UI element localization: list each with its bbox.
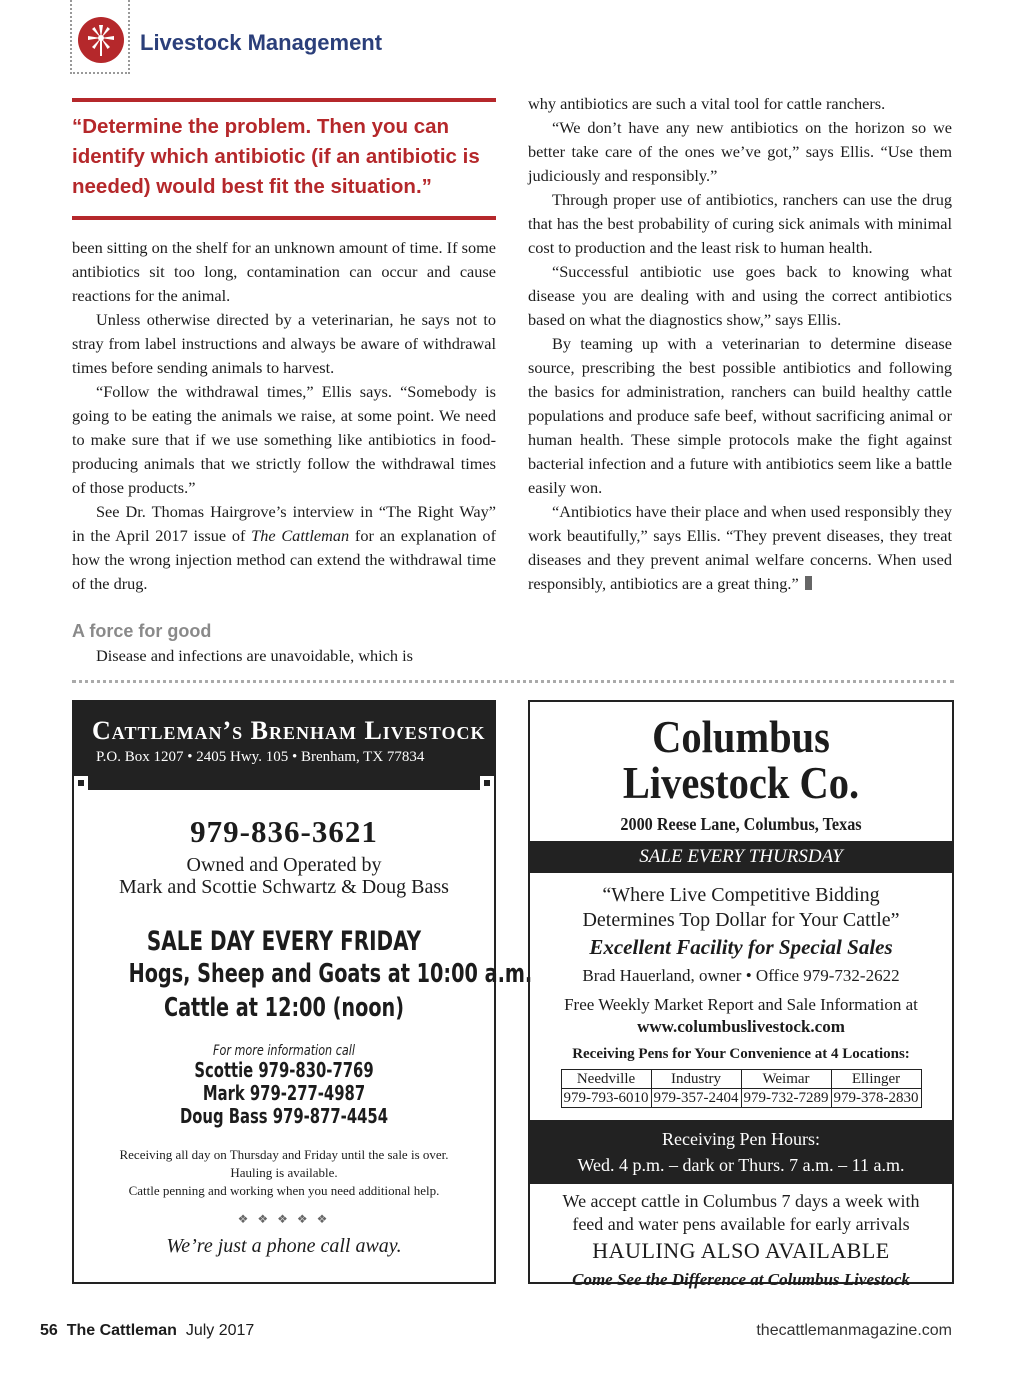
pens-name-row (561, 1070, 921, 1089)
pen-phone: 979-357-2404 (651, 1089, 741, 1108)
paragraph: Disease and infections are unavoidable, which is (96, 646, 413, 665)
ad-address: P.O. Box 1207 • 2405 Hwy. 105 • Brenham, TX 77834 (96, 749, 425, 765)
ad-brenham-livestock (72, 700, 533, 1284)
ad-columbus-livestock (528, 700, 954, 1289)
report-line: Free Weekly Market Report and Sale Information at (564, 995, 918, 1014)
paragraph: Unless otherwise directed by a veterinarian, he says not to stray from label instructions and always be aware of withdrawal times before sending animals to harvest. (72, 310, 496, 377)
accept-line: feed and water pens available for early arrivals (572, 1214, 910, 1234)
come-see-line: Come See the Difference at Columbus Livestock (572, 1270, 910, 1289)
sale-time-hogs: Hogs, Sheep and Goats at 10:00 a.m. (128, 959, 533, 989)
paragraph: Through proper use of antibiotics, ranchers can use the drug that has the best probability of curing sick animals with minimal cost to production and the least risk to human health. (528, 190, 952, 257)
paragraph: been sitting on the shelf for an unknown amount of time. If some antibiotics sit too long, contamination can occur and cause reactions for the animal. (72, 238, 496, 305)
pens-table (561, 1069, 922, 1108)
accept-line: We accept cattle in Columbus 7 days a week with (562, 1191, 920, 1211)
paragraph-text: for an explanation of how the wrong injection method can extend the withdrawal time of the drug. (72, 526, 496, 593)
windmill-icon (78, 17, 124, 63)
corner-ornament (480, 776, 494, 790)
paragraph-text: See Dr. Thomas Hairgrove’s interview in “The Right Way” in the April 2017 issue of (72, 502, 496, 545)
ad-quote (530, 883, 952, 933)
end-mark-icon (805, 576, 812, 590)
paragraph: why antibiotics are such a vital tool for cattle ranchers. (528, 94, 886, 113)
sale-day-bar: SALE EVERY THURSDAY (530, 841, 952, 873)
paragraph (72, 500, 496, 596)
pullquote-top-rule (72, 98, 496, 102)
receiving-line: Receiving all day on Thursday and Friday until the sale is over. (119, 1147, 449, 1162)
corner-ornament (74, 776, 88, 790)
paragraph: “Successful antibiotic use goes back to knowing what disease you are dealing with and using the correct antibiotics based on what the diagnostics show,” says Ellis. (528, 262, 952, 329)
magazine-name: The Cattleman (66, 1322, 177, 1339)
pens-title: Receiving Pens for Your Convenience at 4 Locations: (572, 1046, 910, 1062)
footer-left (40, 1322, 254, 1340)
section-title: Livestock Management (140, 30, 383, 55)
pen-phone: 979-793-6010 (561, 1089, 651, 1108)
hauling-line: Hauling is available. (230, 1165, 338, 1180)
ad-phone: 979-836-3621 (190, 814, 378, 849)
market-report (530, 994, 952, 1038)
penning-line: Cattle penning and working when you need additional help. (128, 1183, 440, 1198)
subhead: A force for good (72, 621, 212, 641)
quote-line: “Where Live Competitive Bidding (602, 884, 880, 906)
pen-name: Ellinger (831, 1070, 921, 1089)
ad-company-name (551, 714, 931, 806)
page-number: 56 (40, 1322, 58, 1339)
sale-day: SALE DAY EVERY FRIDAY (146, 926, 422, 957)
contact-mark: Mark 979-277-4987 (202, 1081, 366, 1105)
hours-title: Receiving Pen Hours: (662, 1129, 820, 1149)
issue-date: July 2017 (185, 1322, 255, 1339)
paragraph: “We don’t have any new antibiotics on the horizon so we better take care of the ones we’ve got,” says Ellis. “Use them judiciously and responsibly.” (528, 118, 952, 185)
pen-phone: 979-732-7289 (741, 1089, 831, 1108)
pen-hours-bar (530, 1120, 952, 1184)
more-info-label: For more information call (213, 1043, 355, 1059)
ad-address: 2000 Reese Lane, Columbus, Texas (620, 814, 862, 834)
paragraph: “Follow the withdrawal times,” Ellis says. “Somebody is going to be eating the animals we raise, at some point. We need to make sure that if we use something like antibiotics in food-producing animals that we strictly follow the withdrawal times of those products.” (72, 382, 496, 497)
ad-title: Cattleman’s Brenham Livestock (92, 716, 486, 745)
hours-text: Wed. 4 p.m. – dark or Thurs. 7 a.m. – 11 a.m. (577, 1155, 905, 1175)
company-name-line: Columbus (652, 712, 830, 762)
magazine-title-italic: The Cattleman (251, 526, 350, 545)
contact-doug: Doug Bass 979-877-4454 (179, 1104, 389, 1128)
hauling-line: HAULING ALSO AVAILABLE (592, 1238, 890, 1263)
sale-time-cattle: Cattle at 12:00 (noon) (163, 993, 405, 1023)
paragraph (528, 500, 952, 596)
pen-name: Weimar (741, 1070, 831, 1089)
company-name-line: Livestock Co. (622, 758, 860, 808)
paragraph: By teaming up with a veterinarian to determine disease source, prescribing the best possible antibiotics and following the basics for administration, ranchers can build healthy cattle populations and produce safe beef, without sacrificing animal or human health. These simple protocols make the fight against bacterial infection and a future with antibiotics seem like a battle easily won. (528, 334, 952, 497)
contact-scottie: Scottie 979-830-7769 (194, 1058, 374, 1082)
pen-name: Industry (651, 1070, 741, 1089)
pens-phone-row (561, 1089, 921, 1108)
ornament-row: ❖ ❖ ❖ ❖ ❖ (237, 1212, 331, 1226)
article-right-column (528, 92, 952, 596)
accept-info (530, 1190, 952, 1236)
owners-line: Owned and Operated by (186, 854, 382, 876)
ad-header (74, 702, 494, 790)
owner-line: Brad Hauerland, owner • Office 979-732-2622 (582, 966, 900, 985)
website-url: www.columbuslivestock.com (637, 1017, 845, 1036)
pull-quote: “Determine the problem. Then you can identify which antibiotic (if an antibiotic is needed) would best fit the situation.” (72, 115, 480, 198)
receiving-info (74, 1146, 494, 1200)
ad-owners (74, 854, 494, 898)
facility-line: Excellent Facility for Special Sales (589, 935, 893, 959)
article-left-column (72, 236, 496, 668)
pen-name: Needville (561, 1070, 651, 1089)
ad-tagline: We’re just a phone call away. (166, 1235, 402, 1257)
pen-phone: 979-378-2830 (831, 1089, 921, 1108)
footer-website: thecattlemanmagazine.com (756, 1322, 952, 1339)
dotted-divider (72, 680, 954, 683)
quote-line: Determines Top Dollar for Your Cattle” (582, 909, 900, 931)
owners-line: Mark and Scottie Schwartz & Doug Bass (119, 876, 449, 898)
pullquote-bottom-rule (72, 216, 496, 220)
paragraph-text: “Antibiotics have their place and when used responsibly they work beautifully,” says Ellis. “They prevent diseases, they treat diseases and they prevent animal welfare concerns. When used responsibly, antibiotics are a great thing.” (528, 502, 952, 593)
